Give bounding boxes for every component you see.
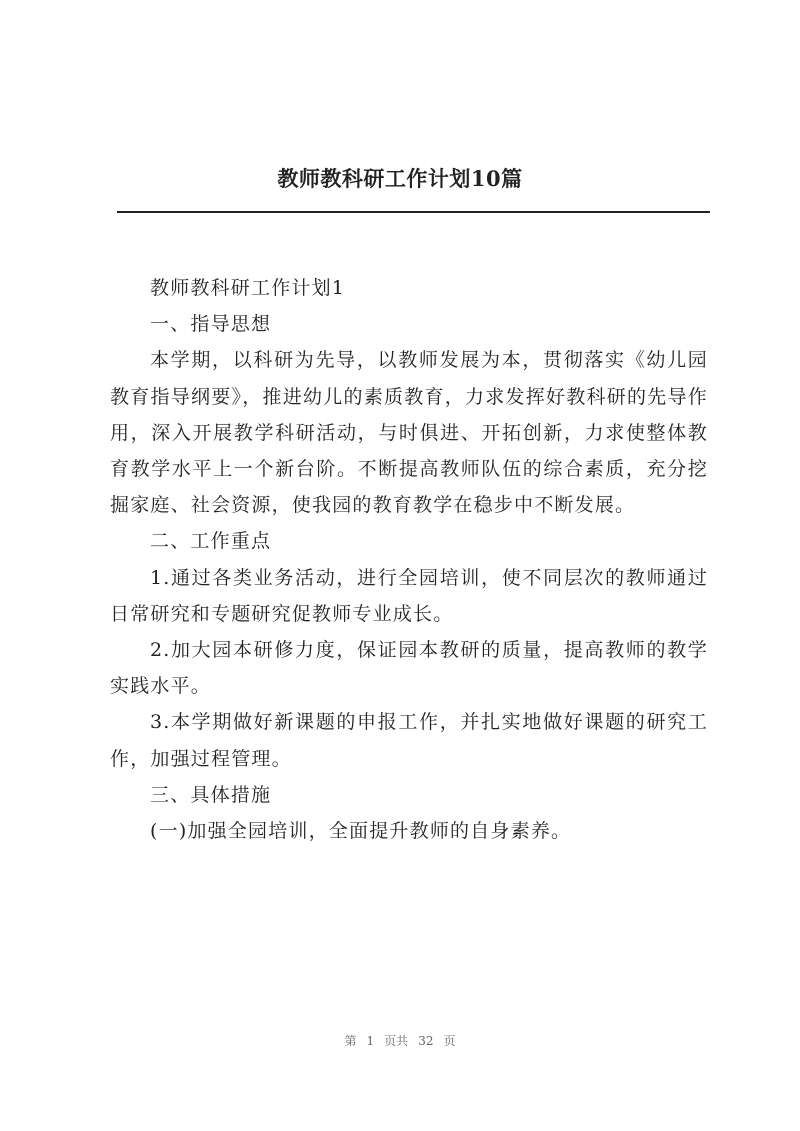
page-footer — [0, 1031, 800, 1051]
page-suffix: 页 — [443, 1034, 456, 1048]
total-pages: 32 — [418, 1034, 434, 1048]
body-paragraph: (一)加强全园培训，全面提升教师的自身素养。 — [150, 820, 572, 843]
body-paragraph: 本学期，以科研为先导，以教师发展为本，贯彻落实《幼儿园教育指导纲要》，推进幼儿的素质教育，力求发挥好教科研的先导作用，深入开展教学科研活动，与时俱进、开拓创新，力求使整体教育教学水平上一个新台阶。不断提高教师队伍的综合素质，充分挖掘家庭、社会资源，使我园的教育教学在稳步中不断发展。 — [110, 349, 708, 517]
document-title: 教师教科研工作计划10篇 — [277, 166, 523, 191]
list-item: 3.本学期做好新课题的申报工作，并扎实地做好课题的研究工作，加强过程管理。 — [110, 711, 708, 770]
subsection-heading: 一、指导思想 — [150, 313, 272, 336]
section-heading: 教师教科研工作计划1 — [150, 277, 346, 299]
subsection-heading: 二、工作重点 — [150, 530, 272, 553]
page-middle: 页共 — [384, 1034, 409, 1048]
page-prefix: 第 — [344, 1034, 357, 1048]
page-number: 1 — [366, 1034, 375, 1048]
list-item: 2.加大园本研修力度，保证园本教研的质量，提高教师的教学实践水平。 — [110, 639, 708, 698]
document-body — [110, 270, 708, 849]
title-divider — [117, 211, 710, 213]
list-item: 1.通过各类业务活动，进行全园培训，使不同层次的教师通过日常研究和专题研究促教师专业成长。 — [110, 566, 708, 625]
subsection-heading: 三、具体措施 — [150, 783, 272, 806]
